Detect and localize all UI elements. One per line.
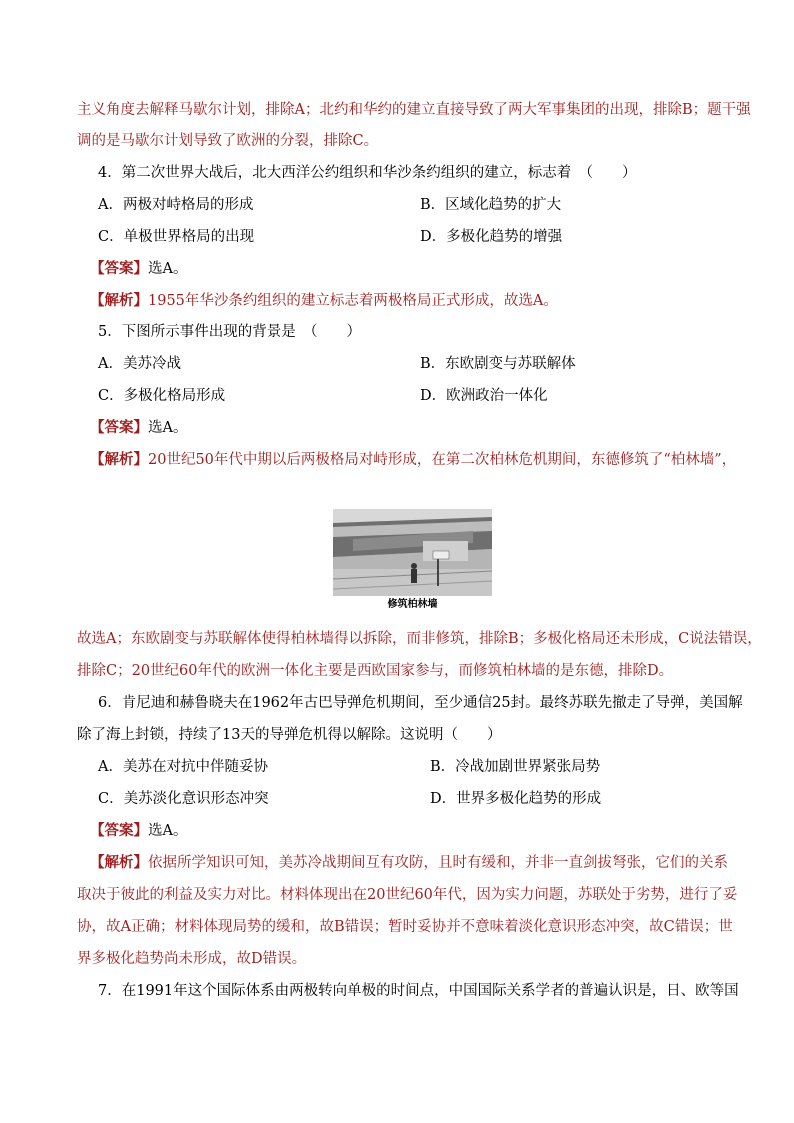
q3-analysis-line-2: 调的是马歇尔计划导致了欧洲的分裂，排除C。	[77, 133, 379, 149]
analysis-label: 【解析】	[90, 854, 148, 871]
berlin-wall-photo	[333, 509, 492, 596]
analysis-text: 20世纪50年代中期以后两极格局对峙形成，在第二次柏林危机期间，东德修筑了“柏林墙”，	[148, 452, 737, 468]
analysis-label: 【解析】	[90, 451, 148, 468]
q6-analysis-line-4: 界多极化趋势尚未形成，故D错误。	[77, 951, 307, 967]
q4-stem: 4．第二次世界大战后，北大西洋公约组织和华沙条约组织的建立，标志着 （ ）	[98, 165, 637, 181]
q6-stem-line-2: 除了海上封锁，持续了13天的导弹危机得以解除。这说明（ ）	[77, 727, 502, 743]
q6-analysis-line-3: 协，故A正确；材料体现局势的缓和，故B错误；暂时妥协并不意味着淡化意识形态冲突，故C错误；世	[77, 919, 733, 935]
q6-option-d: D．世界多极化趋势的形成	[430, 791, 602, 807]
q6-analysis-line-2: 取决于彼此的利益及实力对比。材料体现出在20世纪60年代，因为实力问题，苏联处于劣势，进行了妥	[77, 887, 738, 903]
q6-options-row-1	[98, 756, 728, 778]
q4-option-b: B．区域化趋势的扩大	[420, 197, 562, 213]
q4-analysis	[90, 290, 728, 312]
q6-answer	[90, 820, 728, 842]
q4-option-c: C．单极世界格局的出现	[98, 229, 255, 245]
q5-analysis-line-3: 排除C；20世纪60年代的欧洲一体化主要是西欧国家参与，而修筑柏林墙的是东德，排除D。	[77, 663, 674, 679]
q5-option-b: B．东欧剧变与苏联解体	[420, 356, 576, 372]
q5-analysis-line-2: 故选A；东欧剧变与苏联解体使得柏林墙得以拆除，而非修筑，排除B；多极化格局还未形成，C说法错误，	[77, 631, 762, 647]
q5-options-row-2	[98, 385, 728, 407]
analysis-text: 依据所学知识可知，美苏冷战期间互有攻防，且时有缓和，并非一直剑拔弩张，它们的关系	[148, 855, 728, 871]
q5-option-d: D．欧洲政治一体化	[420, 388, 548, 404]
q6-analysis-line-1	[90, 852, 728, 874]
q6-stem-line-1: 6．肯尼迪和赫鲁晓夫在1962年古巴导弹危机期间，至少通信25封。最终苏联先撤走了导弹，美国解	[98, 695, 743, 711]
answer-text: 选A。	[148, 823, 188, 839]
image-caption: 修筑柏林墙	[387, 599, 438, 610]
analysis-label: 【解析】	[90, 292, 148, 309]
q5-option-c: C．多极化格局形成	[98, 388, 226, 404]
q5-options-row-1	[98, 353, 728, 375]
q7-stem-line-1: 7．在1991年这个国际体系由两极转向单极的时间点，中国国际关系学者的普遍认识是，日、欧等国	[98, 983, 739, 999]
q5-analysis-line-1	[90, 449, 737, 471]
q4-options-row-1	[98, 194, 728, 216]
q5-option-a: A．美苏冷战	[98, 356, 181, 372]
q4-option-a: A．两极对峙格局的形成	[98, 197, 254, 213]
answer-label: 【答案】	[90, 260, 148, 277]
q4-options-row-2	[98, 226, 728, 248]
answer-text: 选A。	[148, 261, 188, 277]
q5-stem: 5．下图所示事件出现的背景是 （ ）	[98, 324, 361, 340]
q6-option-c: C．美苏淡化意识形态冲突	[98, 791, 269, 807]
q5-answer	[90, 417, 728, 439]
q6-option-b: B．冷战加剧世界紧张局势	[430, 759, 601, 775]
answer-text: 选A。	[148, 420, 188, 436]
answer-label: 【答案】	[90, 419, 148, 436]
q4-option-d: D．多极化趋势的增强	[420, 229, 563, 245]
analysis-text: 1955年华沙条约组织的建立标志着两极格局正式形成，故选A。	[148, 293, 558, 309]
q3-analysis-line-1: 主义角度去解释马歇尔计划，排除A；北约和华约的建立直接导致了两大军事集团的出现，排除B；题干强	[77, 102, 751, 118]
answer-label: 【答案】	[90, 822, 148, 839]
q4-answer	[90, 258, 728, 280]
q6-option-a: A．美苏在对抗中伴随妥协	[98, 759, 268, 775]
q6-options-row-2	[98, 788, 728, 810]
